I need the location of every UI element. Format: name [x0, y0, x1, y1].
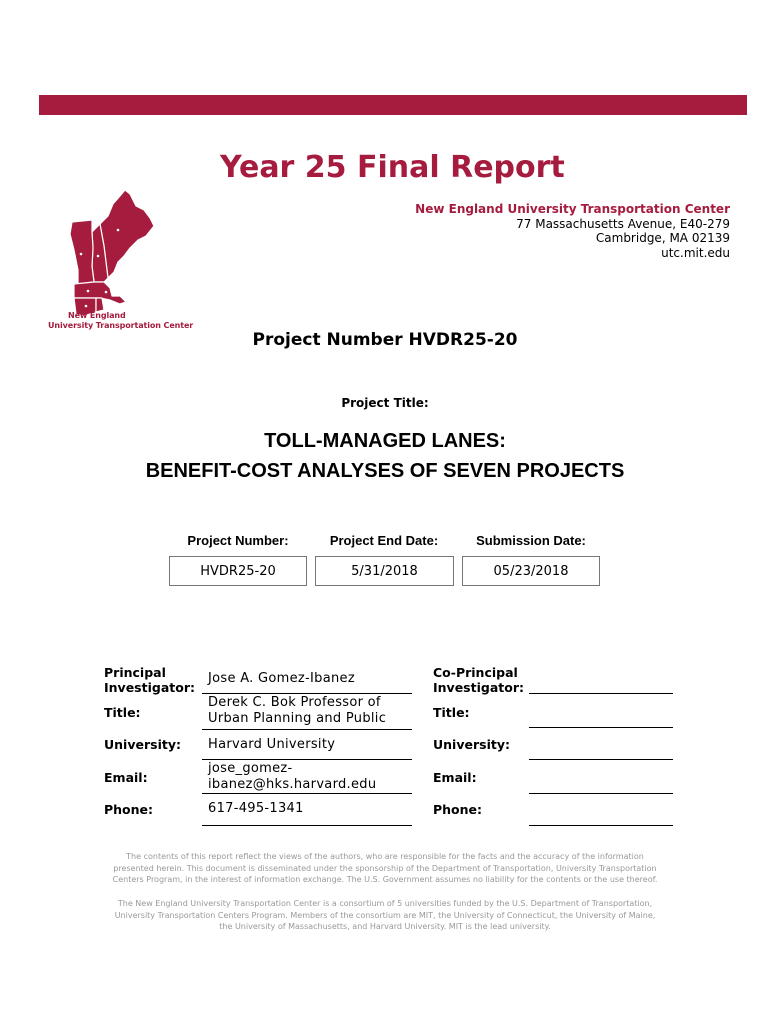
consortium-paragraph: [90, 898, 680, 933]
pi-email-label: Email:: [104, 770, 148, 785]
consortium-line2: University Transportation Centers Program. Members of the consortium are MIT, the University of Connecticut, the University of Maine,: [114, 910, 656, 920]
pi-email-rule: [202, 793, 412, 794]
consortium-line3: the University of Massachusetts, and Harvard University. MIT is the lead university.: [219, 922, 551, 931]
copi-email-label: Email:: [433, 770, 477, 785]
project-title-line2: BENEFIT-COST ANALYSES OF SEVEN PROJECTS: [145, 460, 625, 482]
pi-phone-value[interactable]: 617-495-1341: [208, 801, 304, 816]
project-end-date-field[interactable]: 5/31/2018: [315, 556, 454, 586]
disclaimer-line1: The contents of this report reflect the views of the authors, who are responsible for the facts and the accuracy of the information: [126, 852, 644, 861]
project-end-date-label: Project End Date:: [329, 533, 439, 548]
center-contact-block: [415, 202, 730, 260]
logo-text: [48, 311, 193, 331]
pi-university-label: University:: [104, 737, 181, 752]
submission-date-label: Submission Date:: [476, 533, 586, 548]
copi-title-label: Title:: [433, 705, 470, 720]
pi-label: [104, 665, 195, 695]
consortium-line1: The New England University Transportation Center is a consortium of 5 universities funded by the U.S. Department of Transportation,: [117, 899, 653, 908]
copi-label-line2: Investigator:: [433, 680, 524, 695]
pi-email-line2: ibanez@hks.harvard.edu: [208, 777, 377, 792]
project-title-line1: TOLL-MANAGED LANES:: [264, 430, 506, 452]
pi-phone-rule: [202, 825, 412, 826]
pi-university-value[interactable]: Harvard University: [208, 737, 336, 752]
copi-title-field[interactable]: [529, 727, 673, 728]
copi-phone-label: Phone:: [433, 802, 483, 817]
logo-text-line1: New England: [68, 311, 126, 320]
project-number-field[interactable]: HVDR25-20: [169, 556, 307, 586]
center-city: Cambridge, MA 02139: [595, 231, 730, 245]
report-title: Year 25 Final Report: [220, 150, 565, 185]
pi-university-rule: [202, 759, 412, 760]
disclaimer-line3: Centers Program, in the interest of information exchange. The U.S. Government assumes no liability for the contents or the use thereof.: [112, 875, 658, 884]
center-website[interactable]: utc.mit.edu: [661, 245, 730, 260]
disclaimer-paragraph: [90, 851, 680, 886]
header-bar: [39, 95, 747, 115]
disclaimer-line2: presented herein. This document is disseminated under the sponsorship of the Department of Transportation, University Transportation: [113, 863, 657, 873]
pi-email-value[interactable]: [208, 761, 376, 793]
copi-label: [433, 665, 524, 695]
pi-email-line1: jose_gomez-: [208, 761, 293, 776]
project-number-label: Project Number:: [187, 533, 289, 548]
pi-title-value[interactable]: [208, 695, 386, 727]
project-number-heading: Project Number HVDR25-20: [252, 330, 518, 350]
pi-title-rule: [202, 729, 412, 730]
project-title: [0, 426, 770, 486]
logo-text-line2: University Transportation Center: [48, 321, 194, 330]
pi-title-label: Title:: [104, 705, 141, 720]
center-address: 77 Massachusetts Avenue, E40-279: [516, 216, 730, 231]
pi-label-line1: Principal: [104, 665, 166, 680]
center-name: New England University Transportation Center: [415, 202, 730, 216]
copi-university-label: University:: [433, 737, 510, 752]
pi-title-line1: Derek C. Bok Professor of: [208, 695, 381, 710]
pi-phone-label: Phone:: [104, 802, 154, 817]
project-title-label: Project Title:: [341, 396, 429, 410]
copi-name-field[interactable]: [529, 693, 673, 694]
copi-phone-field[interactable]: [529, 825, 673, 826]
copi-label-line1: Co-Principal: [433, 665, 518, 680]
pi-label-line2: Investigator:: [104, 680, 195, 695]
pi-name-rule: [202, 693, 412, 694]
pi-name-value[interactable]: Jose A. Gomez-Ibanez: [208, 671, 355, 686]
pi-title-line2: Urban Planning and Public: [208, 711, 387, 726]
copi-university-field[interactable]: [529, 759, 673, 760]
submission-date-field[interactable]: 05/23/2018: [462, 556, 600, 586]
copi-email-field[interactable]: [529, 793, 673, 794]
